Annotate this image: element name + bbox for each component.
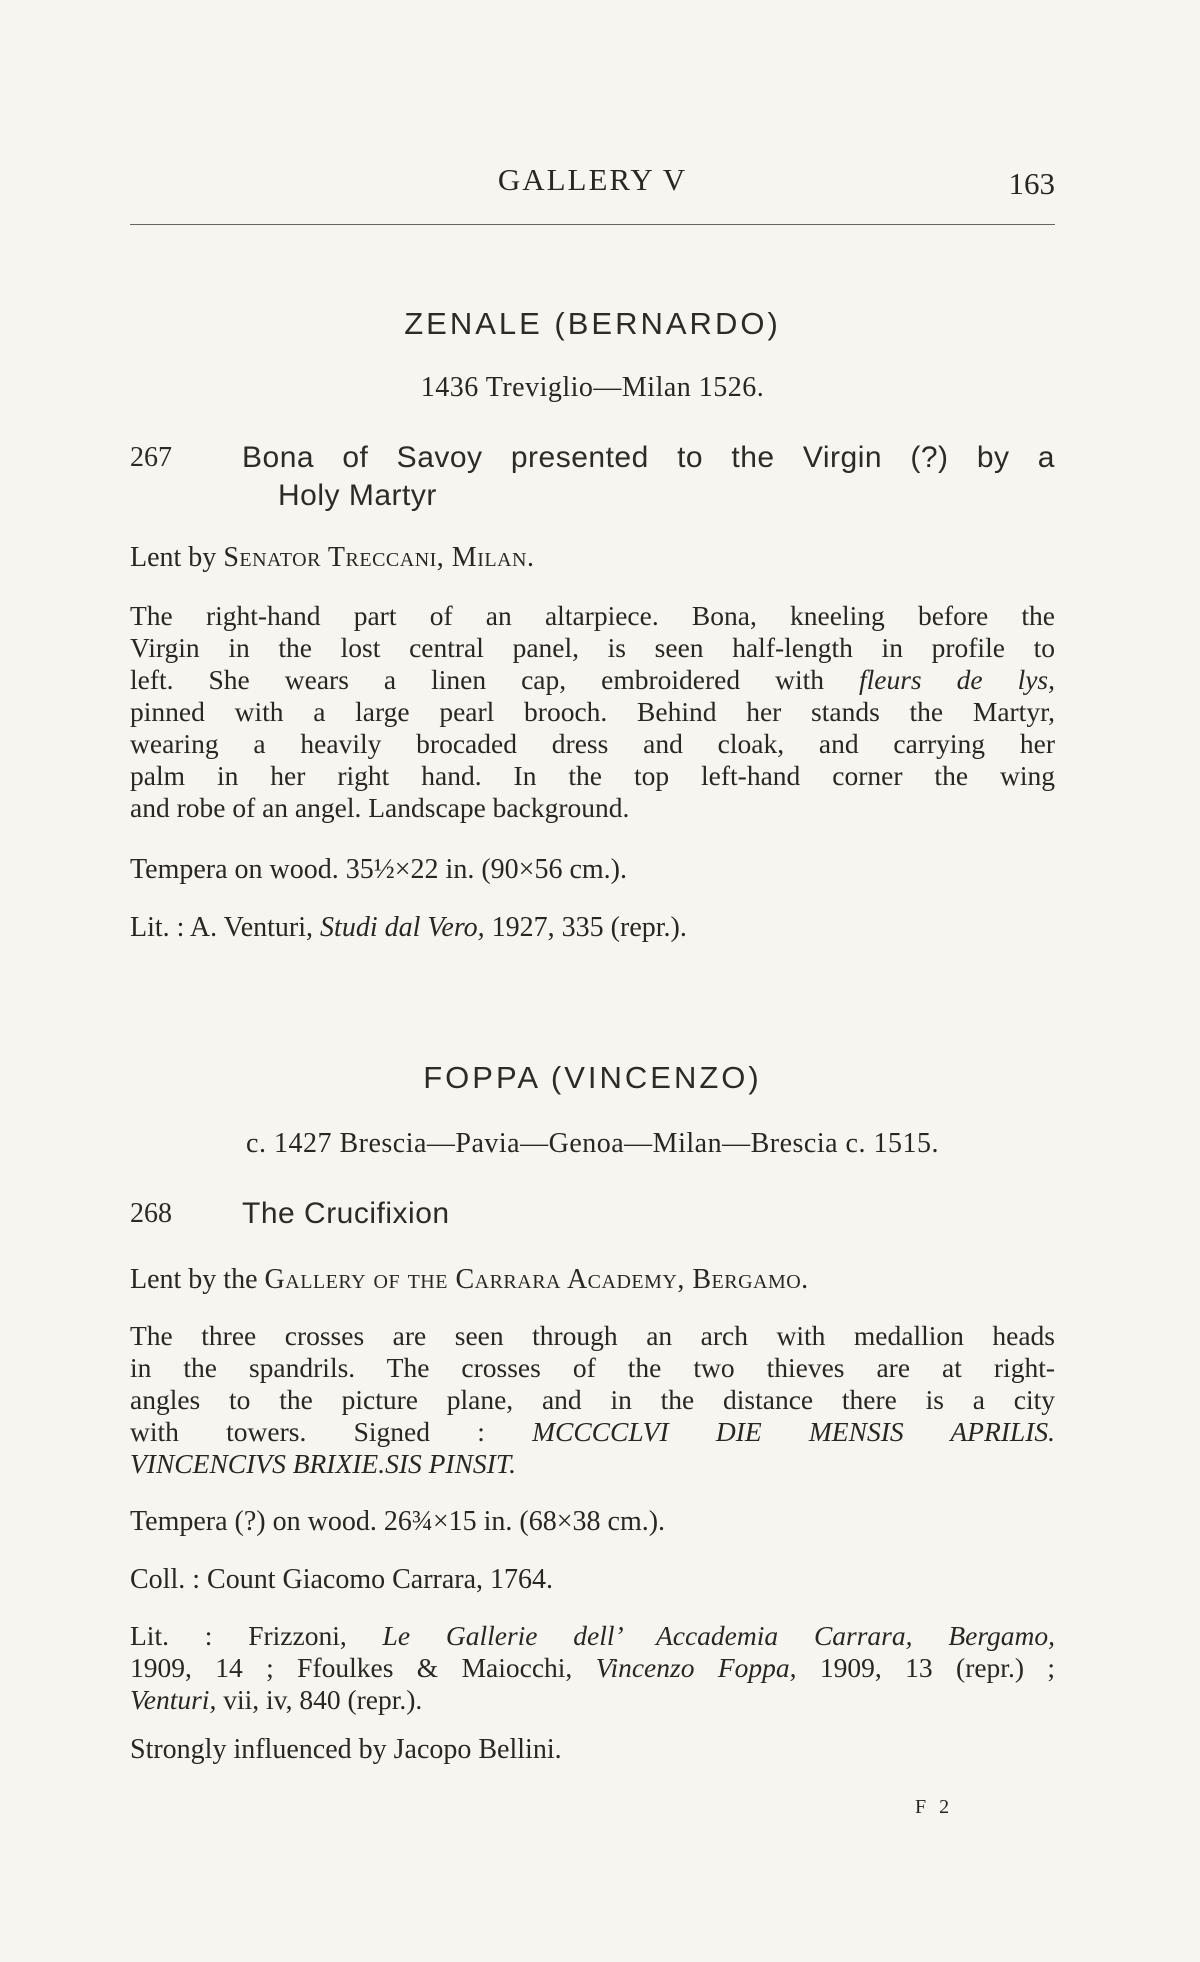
lit-line (130, 1684, 1055, 1716)
lit-line (130, 1652, 1055, 1684)
description-line: in the spandrils. The crosses of the two thieves are at right- (130, 1352, 1055, 1383)
lender-name: Senator Treccani, Milan. (223, 542, 535, 573)
artist-heading-zenale: ZENALE (BERNARDO) (404, 306, 781, 341)
note-268: Strongly influenced by Jacopo Bellini. (130, 1734, 562, 1765)
literature-268 (130, 1620, 1055, 1716)
artist-dates-zenale: 1436 Treviglio—Milan 1526. (420, 372, 765, 403)
medium-268: Tempera (?) on wood. 26¾×15 in. (68×38 cm.). (130, 1506, 666, 1537)
lit-prefix: Lit. : A. Venturi, (130, 912, 321, 943)
lit-italic: Studi dal Vero, (320, 912, 485, 943)
medium-267: Tempera on wood. 35½×22 in. (90×56 cm.). (130, 854, 627, 885)
lit-suffix: vii, iv, 840 (repr.). (216, 1684, 423, 1715)
signature-inscription-2: VINCENCIVS BRIXIE.SIS PINSIT. (130, 1448, 516, 1479)
description-line-with-signature (130, 1416, 1055, 1448)
lit-italic: Le Gallerie dell’ Accademia Carrara, Bergamo, (382, 1620, 1055, 1651)
literature-267 (130, 912, 1055, 944)
lit-suffix: 1909, 13 (repr.) ; (796, 1652, 1056, 1683)
page-header (130, 162, 1055, 208)
page-number: 163 (1008, 166, 1055, 201)
description-line (130, 1448, 1055, 1480)
description-line: palm in her right hand. In the top left-hand corner the wing (130, 760, 1055, 791)
description-text: with towers. Signed : (130, 1416, 533, 1447)
lit-italic: Vincenzo Foppa, (595, 1652, 797, 1683)
lit-italic: Venturi, (130, 1684, 217, 1715)
lender-268 (130, 1264, 1055, 1296)
description-line: and robe of an angel. Landscape background. (130, 792, 630, 823)
description-267 (130, 600, 1055, 824)
catalogue-number-267: 267 (130, 442, 172, 473)
header-rule (130, 224, 1055, 225)
lender-prefix: Lent by (130, 542, 224, 573)
lit-prefix: Lit. : Frizzoni, (130, 1620, 383, 1651)
lit-line (130, 1620, 1055, 1652)
description-line: pinned with a large pearl brooch. Behind her stands the Martyr, (130, 696, 1055, 727)
description-line: The three crosses are seen through an arch with medallion heads (130, 1320, 1055, 1351)
lender-267 (130, 542, 1055, 574)
description-line: The right-hand part of an altarpiece. Bona, kneeling before the (130, 600, 1055, 631)
entry-title-268 (130, 1196, 1055, 1236)
description-line: wearing a heavily brocaded dress and cloak, and carrying her (130, 728, 1055, 759)
signature-inscription-1: MCCCCLVI DIE MENSIS APRILIS. (532, 1416, 1055, 1447)
catalogue-number-268: 268 (130, 1198, 172, 1229)
lit-prefix: 1909, 14 ; Ffoulkes & Maiocchi, (130, 1652, 596, 1683)
lender-prefix: Lent by the (130, 1264, 265, 1295)
artist-heading-foppa: FOPPA (VINCENZO) (423, 1060, 762, 1095)
lender-name: Gallery of the Carrara Academy, Bergamo. (264, 1264, 809, 1295)
description-text: left. She wears a linen cap, embroidered with (130, 664, 859, 695)
description-line: Virgin in the lost central panel, is seen half-length in profile to (130, 632, 1055, 663)
description-268 (130, 1320, 1055, 1480)
printer-signature-mark: F 2 (915, 1796, 954, 1818)
entry-title-267-line2: Holy Martyr (278, 479, 437, 512)
entry-title-267 (130, 440, 1055, 516)
lit-suffix: 1927, 335 (repr.). (484, 912, 687, 943)
description-italic: fleurs de lys, (858, 664, 1056, 695)
description-line-with-italic (130, 664, 1055, 696)
entry-title-268-text: The Crucifixion (242, 1197, 450, 1230)
entry-title-267-line1: Bona of Savoy presented to the Virgin (?) by a (242, 441, 1055, 474)
collection-268: Coll. : Count Giacomo Carrara, 1764. (130, 1564, 554, 1595)
running-title: GALLERY V (497, 162, 688, 197)
artist-dates-foppa: c. 1427 Brescia—Pavia—Genoa—Milan—Brescia c. 1515. (246, 1128, 939, 1159)
description-line: angles to the picture plane, and in the distance there is a city (130, 1384, 1055, 1415)
